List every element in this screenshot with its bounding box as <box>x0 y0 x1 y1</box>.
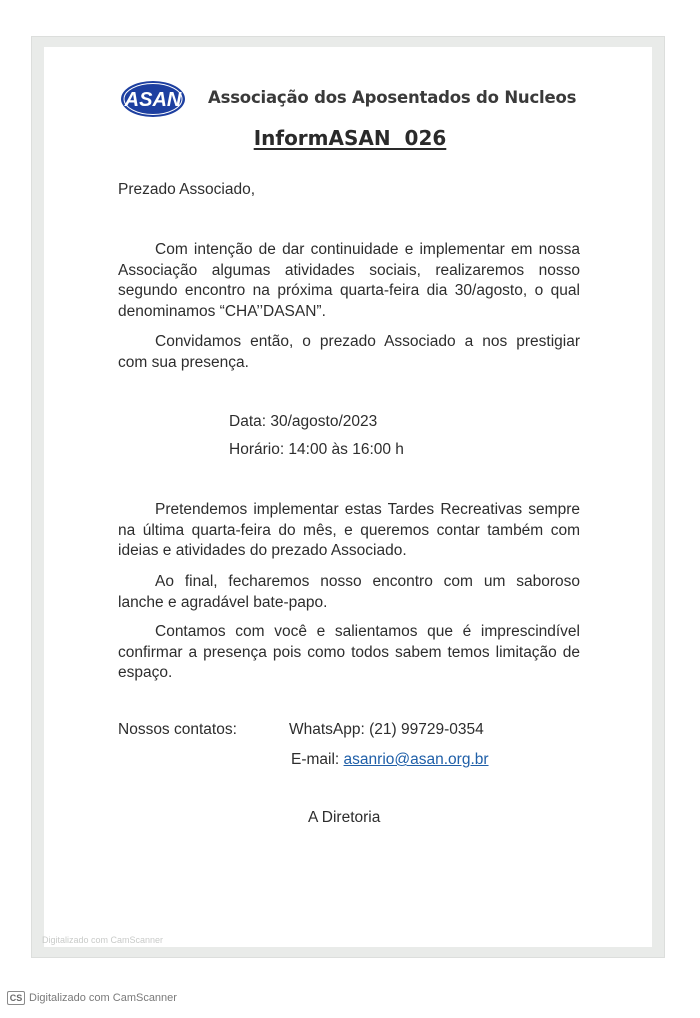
event-time: Horário: 14:00 às 16:00 h <box>229 441 404 458</box>
greeting: Prezado Associado, <box>118 181 256 198</box>
paragraph-1: Com intenção de dar continuidade e implementar em nossa Associação algumas atividades sociais, realizaremos nosso segundo encontro na próxima quarta-feira dia 30/agosto, o qual denominamos “CHA’’DASAN”. <box>118 241 580 320</box>
paragraph-5: Contamos com você e salientamos que é imprescindível confirmar a presença pois como todos sabem temos limitação de espaço. <box>118 623 580 681</box>
inner-scan-watermark: Digitalizado com CamScanner <box>42 935 164 945</box>
paragraph-4: Ao final, fecharemos nosso encontro com um saboroso lanche e agradável bate-papo. <box>118 573 580 611</box>
signature: A Diretoria <box>308 809 381 826</box>
scanner-footer <box>7 991 177 1005</box>
title-text: InformASAN 026 <box>253 126 447 150</box>
paragraph-2: Convidamos então, o prezado Associado a nos prestigiar com sua presença. <box>118 333 580 371</box>
email-link[interactable]: asanrio@asan.org.br <box>343 751 489 768</box>
event-date: Data: 30/agosto/2023 <box>229 413 378 430</box>
whatsapp-contact: WhatsApp: (21) 99729-0354 <box>289 721 484 738</box>
paragraph-3: Pretendemos implementar estas Tardes Recreativas sempre na última quarta-feira do mês, e queremos contar também com ideias e atividades do prezado Associado. <box>118 501 580 559</box>
email-label: E-mail: <box>291 751 340 768</box>
camscanner-icon: CS <box>7 991 25 1005</box>
email-contact <box>291 751 489 769</box>
organization-name: Associação dos Aposentados do Nucleos <box>208 88 577 107</box>
asan-logo <box>120 80 186 118</box>
document-title <box>0 126 700 150</box>
contacts-label: Nossos contatos: <box>118 721 237 738</box>
scanner-watermark: Digitalizado com CamScanner <box>29 992 177 1004</box>
logo-text: ASAN <box>124 89 182 111</box>
